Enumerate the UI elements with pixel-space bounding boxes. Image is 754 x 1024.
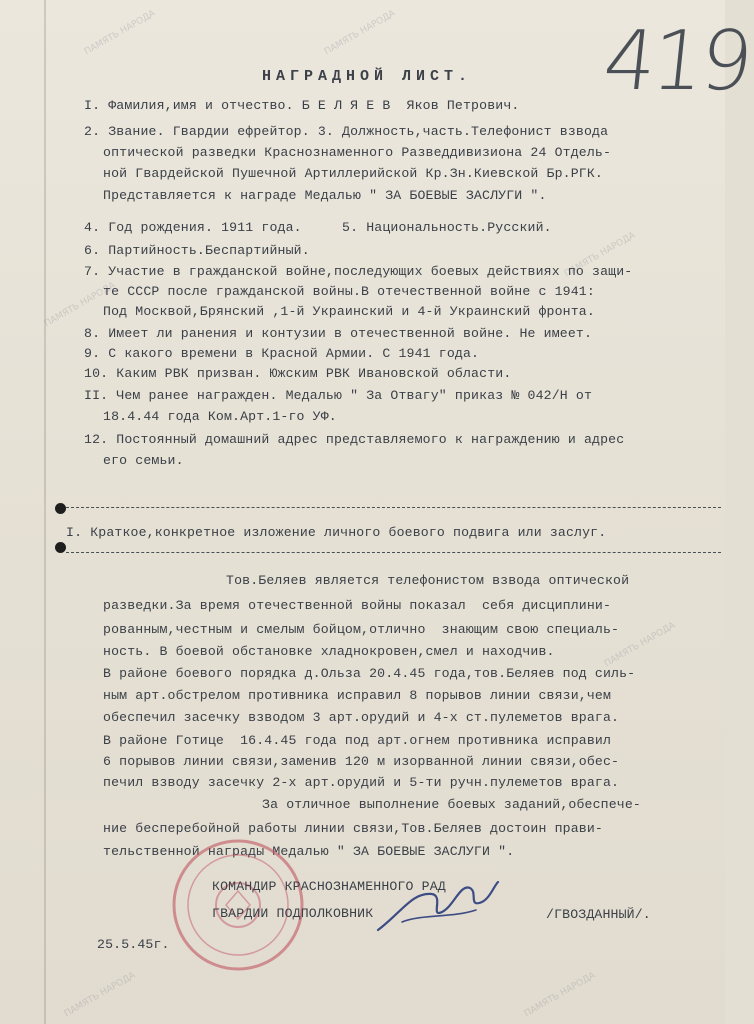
commander-name: /ГВОЗДАННЫЙ/. [546,907,651,922]
field-line: Под Москвой,Брянский ,1-й Украинский и 4-й Украинский фронта. [103,304,595,319]
narrative-line: рованным,честным и смелым бойцом,отлично знающим свою специаль- [103,622,620,637]
narrative-line: За отличное выполнение боевых заданий,обеспече- [262,797,641,812]
narrative-line: ным арт.обстрелом противника исправил 8 порывов линии связи,чем [103,688,612,703]
section-heading: I. Краткое,конкретное изложение личного боевого подвига или заслуг. [66,525,607,540]
field-line: 6. Партийность.Беспартийный. [84,243,310,258]
field-line: 8. Имеет ли ранения и контузии в отечественной войне. Не имеет. [84,326,593,341]
document-date: 25.5.45г. [97,937,170,952]
field-line: 2. Звание. Гвардии ефрейтор. 3. Должность,часть.Телефонист взвода [84,124,609,139]
separator-line [66,507,721,508]
separator-line [66,552,721,553]
watermark: ПАМЯТЬ НАРОДА [522,970,598,1020]
narrative-line: В районе Готице 16.4.45 года под арт.огнем противника исправил [103,733,612,748]
field-line: те СССР после гражданской войны.В отечественной войне с 1941: [103,284,595,299]
field-line: II. Чем ранее награжден. Медалью " За Отвагу" приказ № 042/Н от [84,388,593,403]
watermark: ПАМЯТЬ НАРОДА [322,8,398,58]
paper-fold [44,0,46,1024]
field-line: I. Фамилия,имя и отчество. Б Е Л Я Е В Яков Петрович. [84,98,520,113]
field-line: ной Гвардейской Пушечной Артиллерийской Кр.Зн.Киевской Бр.РГК. [103,166,603,181]
watermark: ПАМЯТЬ НАРОДА [42,280,118,330]
field-line: 9. С какого времени в Красной Армии. С 1941 года. [84,346,480,361]
field-line: 18.4.44 года Ком.Арт.1-го УФ. [103,409,337,424]
narrative-line: Тов.Беляев является телефонистом взвода оптической [226,573,630,588]
narrative-line: обеспечил засечку взводом 3 арт.орудий и 4-х ст.пулеметов врага. [103,710,620,725]
handwritten-signature [372,872,502,942]
archive-number: 419 [599,14,754,109]
watermark: ПАМЯТЬ НАРОДА [562,230,638,280]
field-line: Представляется к награде Медалью " ЗА БОЕВЫЕ ЗАСЛУГИ ". [103,188,547,203]
commander-rank: ГВАРДИИ ПОДПОЛКОВНИК [212,906,374,921]
narrative-line: 6 порывов линии связи,заменив 120 м изорванной линии связи,обес- [103,754,620,769]
field-line: 12. Постоянный домашний адрес представляемого к награждению и адрес [84,432,625,447]
punch-hole [55,503,66,514]
field-line: 4. Год рождения. 1911 года. 5. Национальность.Русский. [84,220,552,235]
narrative-line: разведки.За время отечественной войны показал себя дисциплини- [103,598,612,613]
narrative-line: В районе боевого порядка д.Ольза 20.4.45 года,тов.Беляев под силь- [103,666,636,681]
field-line: 7. Участие в гражданской войне,последующих боевых действиях по защи- [84,264,633,279]
field-line: его семьи. [103,453,184,468]
commander-title: КОМАНДИР КРАСНОЗНАМЕННОГО РАД [212,879,446,894]
narrative-line: ность. В боевой обстановке хладнокровен,смел и находчив. [103,644,555,659]
official-stamp [168,835,308,975]
watermark: ПАМЯТЬ НАРОДА [62,970,138,1020]
narrative-line: тельственной награды Медалью " ЗА БОЕВЫЕ ЗАСЛУГИ ". [103,844,515,859]
document-title: НАГРАДНОЙ ЛИСТ. [262,68,473,85]
narrative-line: ние бесперебойной работы линии связи,Тов.Беляев достоин прави- [103,821,603,836]
field-line: оптической разведки Краснознаменного Разведдивизиона 24 Отдель- [103,145,612,160]
watermark: ПАМЯТЬ НАРОДА [82,8,158,58]
narrative-line: печил взводу засечку 2-х арт.орудий и 5-ти ручн.пулеметов врага. [103,775,620,790]
punch-hole [55,542,66,553]
watermark: ПАМЯТЬ НАРОДА [602,620,678,670]
field-line: 10. Каким РВК призван. Южским РВК Ивановской области. [84,366,512,381]
